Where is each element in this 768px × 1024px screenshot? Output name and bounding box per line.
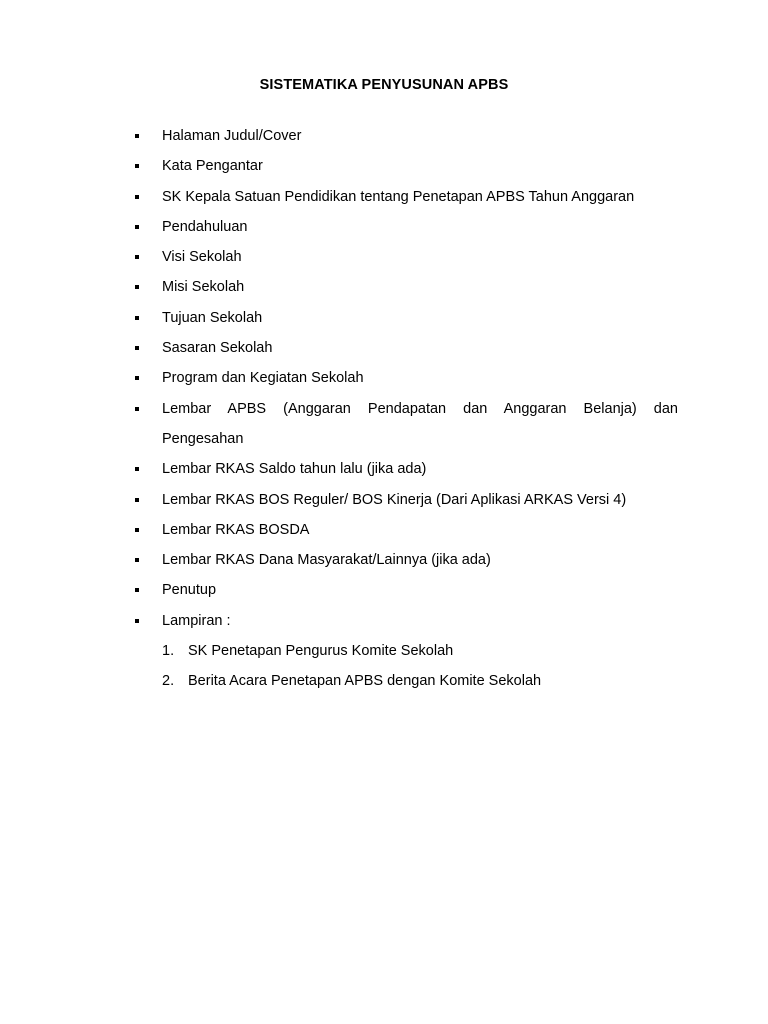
square-bullet-icon xyxy=(135,346,139,350)
outline-item-foreword xyxy=(132,151,678,181)
square-bullet-icon xyxy=(135,376,139,380)
outline-item-text: Penutup xyxy=(162,582,217,599)
outline-item-text: Lampiran : xyxy=(162,612,231,629)
attachment-item xyxy=(162,636,678,666)
square-bullet-icon xyxy=(135,407,139,411)
outline-item-closing xyxy=(132,575,678,605)
square-bullet-icon xyxy=(135,134,139,138)
outline-item-text: Tujuan Sekolah xyxy=(162,309,263,326)
attachment-number: 1. xyxy=(162,643,175,660)
outline-item-text: Pendahuluan xyxy=(162,218,248,235)
square-bullet-icon xyxy=(135,316,139,320)
outline-item-text: Sasaran Sekolah xyxy=(162,340,273,357)
outline-item-rkas-bosda xyxy=(132,515,678,545)
outline-item-rkas-balance xyxy=(132,454,678,484)
square-bullet-icon xyxy=(135,255,139,259)
attachment-text: SK Penetapan Pengurus Komite Sekolah xyxy=(188,643,454,660)
outline-item-introduction xyxy=(132,212,678,242)
attachment-list xyxy=(162,636,678,697)
square-bullet-icon xyxy=(135,285,139,289)
attachment-number: 2. xyxy=(162,673,175,690)
square-bullet-icon xyxy=(135,195,139,199)
square-bullet-icon xyxy=(135,498,139,502)
outline-item-rkas-community xyxy=(132,545,678,575)
outline-item-text: Lembar RKAS BOSDA xyxy=(162,521,310,538)
outline-item-programs xyxy=(132,363,678,393)
square-bullet-icon xyxy=(135,467,139,471)
square-bullet-icon xyxy=(135,164,139,168)
outline-item-text: Visi Sekolah xyxy=(162,249,242,266)
outline-item-text: Kata Pengantar xyxy=(162,158,263,175)
outline-item-decree xyxy=(132,182,678,212)
outline-item-rkas-bos xyxy=(132,485,678,515)
outline-item-cover xyxy=(132,121,678,151)
outline-item-text: Lembar RKAS Dana Masyarakat/Lainnya (jika ada) xyxy=(162,552,491,569)
outline-item-goals xyxy=(132,303,678,333)
square-bullet-icon xyxy=(135,225,139,229)
outline-item-apbs-sheet xyxy=(132,394,678,455)
outline-item-text: Lembar RKAS BOS Reguler/ BOS Kinerja (Dari Aplikasi ARKAS Versi 4) xyxy=(162,491,627,508)
outline-item-text: Lembar RKAS Saldo tahun lalu (jika ada) xyxy=(162,461,427,478)
outline-item-attachments xyxy=(132,606,678,697)
outline-item-text-line-2: Pengesahan xyxy=(162,430,244,447)
outline-list xyxy=(132,121,678,697)
outline-item-text: Misi Sekolah xyxy=(162,279,245,296)
outline-item-text: Halaman Judul/Cover xyxy=(162,128,302,144)
square-bullet-icon xyxy=(135,619,139,623)
attachment-item xyxy=(162,666,678,696)
attachment-text: Berita Acara Penetapan APBS dengan Komite Sekolah xyxy=(188,673,542,690)
square-bullet-icon xyxy=(135,588,139,592)
outline-item-vision xyxy=(132,242,678,272)
square-bullet-icon xyxy=(135,558,139,562)
outline-item-targets xyxy=(132,333,678,363)
outline-item-text: Program dan Kegiatan Sekolah xyxy=(162,370,364,387)
outline-item-text-line-1: Lembar APBS (Anggaran Pendapatan dan Anggaran Belanja) dan xyxy=(162,400,678,417)
document-title: SISTEMATIKA PENYUSUNAN APBS xyxy=(259,77,509,93)
square-bullet-icon xyxy=(135,528,139,532)
outline-item-mission xyxy=(132,272,678,302)
outline-item-text: SK Kepala Satuan Pendidikan tentang Penetapan APBS Tahun Anggaran xyxy=(162,188,635,205)
